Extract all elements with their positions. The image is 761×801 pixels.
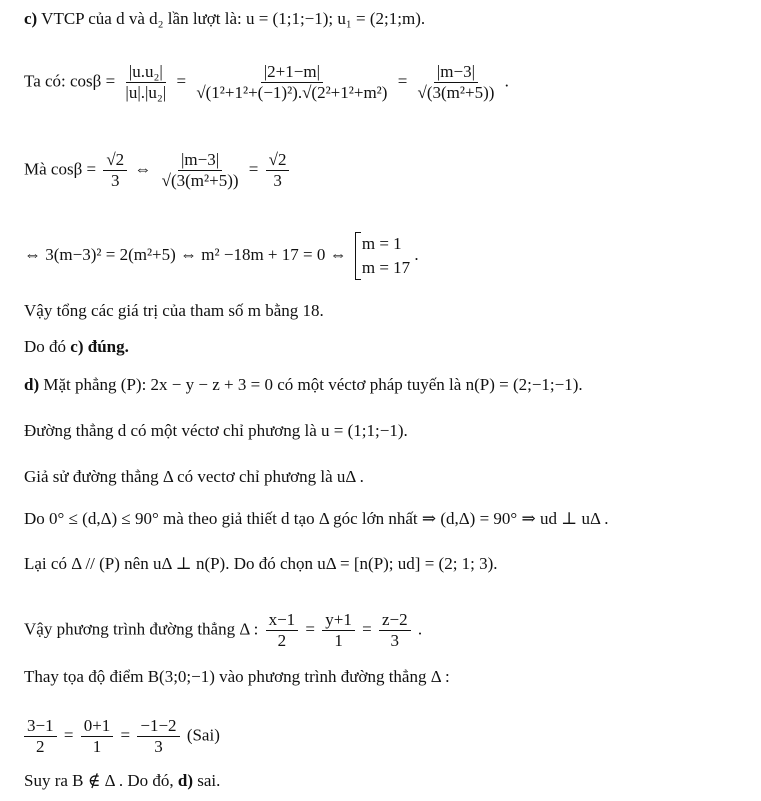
c-cos-frac1: [122, 62, 169, 103]
d-check-frac2-den: 1: [92, 737, 102, 756]
c-cos-frac3-num: |m−3|: [434, 62, 478, 83]
d-line-angle: [24, 508, 608, 530]
d-line-direction: [24, 420, 408, 442]
c-line-ma: [24, 150, 292, 191]
d-parallel-text: Lại có Δ // (P) nên uΔ ⊥ n(P). Do đó chọn uΔ = [n(P); ud] = (2; 1; 3).: [24, 554, 498, 573]
c-line-cos: [24, 62, 509, 103]
c-ma-frac1-num: √2: [103, 150, 127, 171]
d-equation-lead: Vậy phương trình đường thẳng Δ :: [24, 619, 259, 639]
d-conclusion-label: d): [177, 771, 193, 790]
iff-sign: ⇔: [134, 159, 152, 179]
equals-sign: =: [362, 619, 372, 639]
d-eq-frac-z-num: z−2: [379, 610, 411, 631]
c-ma-frac3: [266, 150, 290, 191]
d-eq-frac-x-den: 2: [277, 631, 287, 650]
period: .: [414, 244, 419, 264]
d-conclusion-verdict: sai.: [197, 771, 221, 790]
c-cos-frac2-num: |2+1−m|: [261, 62, 323, 83]
c-line-vtcp: [24, 8, 425, 30]
d-eq-frac-y-num: y+1: [322, 610, 355, 631]
d-check-frac3: [137, 716, 179, 757]
c-cos-frac1-den: |u|.|u₂|: [125, 83, 167, 102]
c-sum-text: Vậy tổng các giá trị của tham số m bằng 18.: [24, 301, 324, 320]
d-line-conclusion: [24, 770, 220, 792]
d-check-frac2: [81, 716, 114, 757]
d-check-frac1-num: 3−1: [24, 716, 57, 737]
c-cos-lead: Ta có: cosβ =: [24, 71, 116, 91]
c-solve-root2: m = 17: [361, 258, 411, 277]
c-label: c): [24, 9, 38, 28]
c-cos-frac3-den: √(3(m²+5)): [417, 83, 495, 102]
d-eq-frac-x: [266, 610, 299, 651]
equals-sign: =: [63, 725, 74, 745]
c-line-sum: [24, 300, 324, 322]
d-eq-frac-x-num: x−1: [266, 610, 299, 631]
c-ma-frac1: [103, 150, 127, 191]
c-ma-lead: Mà cosβ =: [24, 159, 97, 179]
c-line-solve: [24, 232, 419, 280]
d-assume-text: Giả sử đường thẳng Δ có vectơ chỉ phương là uΔ .: [24, 467, 364, 486]
d-label: d): [24, 375, 40, 394]
equals-sign: =: [176, 71, 187, 91]
c-solve-root1: m = 1: [361, 234, 402, 253]
d-check-frac2-num: 0+1: [81, 716, 114, 737]
d-angle-text: Do 0° ≤ (d,Δ) ≤ 90° mà theo giả thiết d tạo Δ góc lớn nhất ⇒ (d,Δ) = 90° ⇒ ud ⊥ uΔ .: [24, 509, 609, 528]
c-ma-frac3-num: √2: [266, 150, 290, 171]
d-eq-frac-z-den: 3: [390, 631, 400, 650]
c-line-conclusion: [24, 336, 129, 358]
c-ma-frac2: [159, 150, 242, 191]
c-conclusion-pre: Do đó: [24, 337, 67, 356]
d-line-check: [24, 716, 220, 757]
c-ma-frac2-den: √(3(m²+5)): [161, 171, 239, 190]
d-conclusion-pre: Suy ra B ∉ Δ . Do đó,: [24, 771, 174, 790]
c-cos-frac1-num: |u.u₂|: [126, 62, 166, 83]
d-substitute-text: Thay tọa độ điểm B(3;0;−1) vào phương trình đường thẳng Δ :: [24, 667, 450, 686]
equals-sign: =: [305, 619, 316, 639]
equals-sign: =: [248, 159, 259, 179]
d-line-substitute: [24, 666, 450, 688]
d-check-frac3-den: 3: [154, 737, 163, 756]
d-plane-text: Mặt phẳng (P): 2x − y − z + 3 = 0 có một véctơ pháp tuyến là n(P) = (2;−1;−1).: [43, 375, 583, 394]
c-cos-frac2: [193, 62, 390, 103]
period: .: [504, 71, 509, 91]
c-solve-system: [355, 232, 410, 280]
d-check-frac1-den: 2: [36, 737, 45, 756]
c-cos-frac2-den: √(1²+1²+(−1)²).√(2²+1²+m²): [196, 83, 388, 102]
c-ma-frac1-den: 3: [110, 171, 120, 190]
d-check-verdict: (Sai): [186, 725, 220, 745]
d-line-assume: [24, 466, 364, 488]
d-direction-text: Đường thẳng d có một véctơ chỉ phương là u = (1;1;−1).: [24, 421, 408, 440]
d-line-parallel: [24, 553, 498, 575]
c-solve-eq: ⇔ 3(m−3)² = 2(m²+5) ⇔ m² −18m + 17 = 0 ⇔: [24, 244, 347, 264]
equals-sign: =: [397, 71, 408, 91]
d-check-frac3-num: −1−2: [137, 716, 179, 737]
d-eq-frac-y: [322, 610, 355, 651]
period: .: [417, 619, 423, 639]
d-line-plane: [24, 374, 583, 396]
d-line-equation: [24, 610, 422, 651]
d-check-frac1: [24, 716, 57, 757]
c-cos-frac3: [415, 62, 498, 103]
c-conclusion-verdict: c) đúng.: [70, 337, 129, 356]
equals-sign: =: [120, 725, 131, 745]
d-eq-frac-y-den: 1: [334, 631, 343, 650]
c-vtcp-text: VTCP của d và d₂ lần lượt là: u = (1;1;−1); u₁ = (2;1;m).: [41, 9, 426, 28]
d-eq-frac-z: [379, 610, 411, 651]
c-ma-frac2-num: |m−3|: [178, 150, 222, 171]
c-ma-frac3-den: 3: [273, 171, 282, 190]
